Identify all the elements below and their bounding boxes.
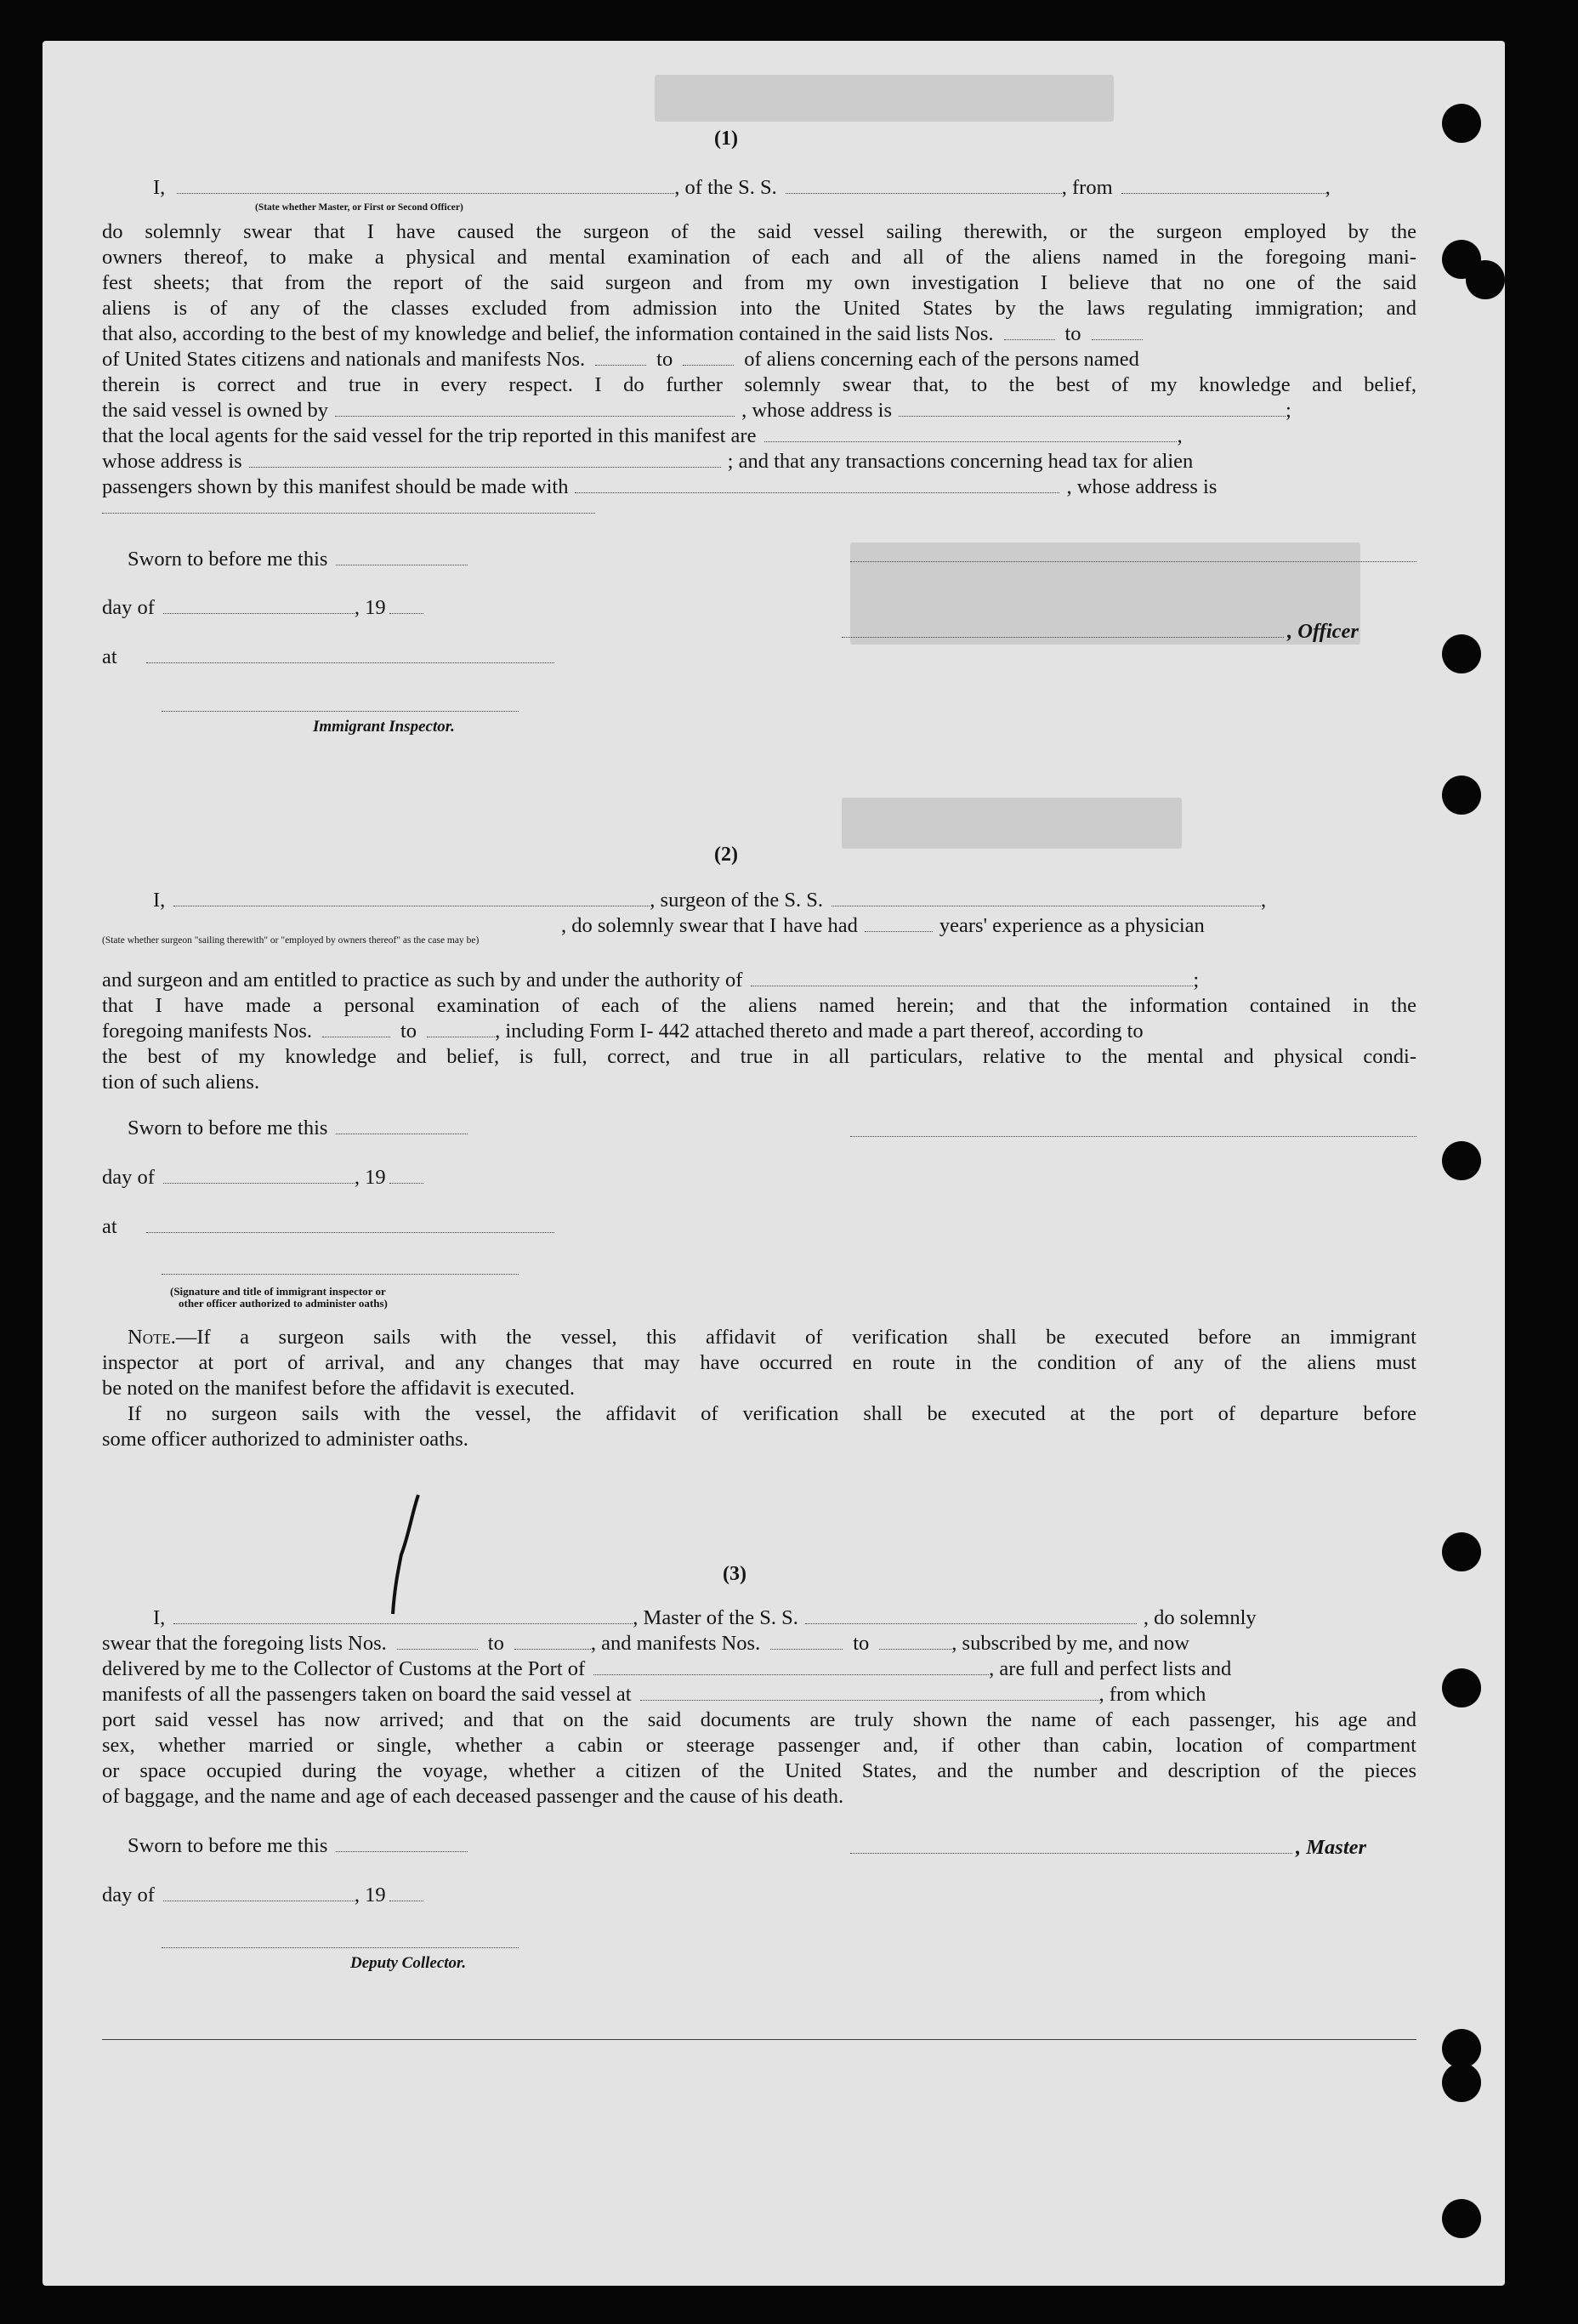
s1-manifests-line: of United States citizens and nationals and manifests Nos. to of aliens concerning each of the persons named bbox=[102, 348, 1139, 371]
s2-note-line: be noted on the manifest before the affidavit is executed. bbox=[102, 1377, 576, 1400]
s2-note-line: Note.—If a surgeon sails with the vessel, this affidavit of verification shall be executed before an immigrant bbox=[128, 1326, 1416, 1349]
s1-lists-line: that also, according to the best of my knowledge and belief, the information contained in the said lists Nos. to bbox=[102, 321, 1143, 347]
punch-hole bbox=[1442, 1141, 1481, 1180]
s3-master-line: , Master bbox=[850, 1835, 1366, 1861]
s2-day-line: day of , 19 bbox=[102, 1165, 423, 1190]
section-2-heading: (2) bbox=[714, 844, 738, 866]
punch-hole bbox=[1442, 634, 1481, 673]
s1-sworn-line: Sworn to before me this bbox=[128, 547, 468, 572]
s1-officer-line: , Officer bbox=[842, 619, 1359, 645]
s1-owner-line: the said vessel is owned by , whose address is ; bbox=[102, 399, 1291, 422]
s1-text-line: fest sheets; that from the report of the said surgeon and from my own investigation I believe that no one of the said bbox=[102, 271, 1416, 294]
s3-text-line: sex, whether married or single, whether a cabin or steerage passenger and, if other than cabin, location of compartment bbox=[102, 1734, 1416, 1757]
s2-text-line: the best of my knowledge and belief, is full, correct, and true in all particulars, relative to the mental and physical condi- bbox=[102, 1045, 1416, 1068]
section-1-heading: (1) bbox=[714, 128, 738, 150]
s2-note-line: If no surgeon sails with the vessel, the affidavit of verification shall be executed at the port of departure before bbox=[128, 1402, 1416, 1425]
punch-hole bbox=[1442, 2199, 1481, 2238]
s3-board-line: manifests of all the passengers taken on board the said vessel at , from which bbox=[102, 1683, 1206, 1706]
punch-hole bbox=[1442, 776, 1481, 815]
s2-surgeon-caption: (State whether surgeon "sailing therewith" or "employed by owners thereof" as the case may be) bbox=[102, 935, 480, 946]
s2-oath-line: I, , surgeon of the S. S. , bbox=[153, 889, 1267, 912]
s2-sworn-line: Sworn to before me this bbox=[128, 1116, 468, 1141]
s3-collector-rule bbox=[162, 1947, 519, 1948]
s3-lists-line: swear that the foregoing lists Nos. to , and manifests Nos. to , subscribed by me, and now bbox=[102, 1632, 1189, 1655]
punch-hole bbox=[1442, 104, 1481, 143]
s3-port-line: delivered by me to the Collector of Customs at the Port of , are full and perfect lists and bbox=[102, 1657, 1232, 1680]
s2-manifests-line: foregoing manifests Nos. to , including Form I- 442 attached thereto and made a part thereof, according to bbox=[102, 1020, 1144, 1043]
s1-oath-line: I, , of the S. S. , from , bbox=[153, 176, 1331, 199]
punch-hole bbox=[1466, 260, 1505, 299]
s1-inspector-rule bbox=[162, 711, 519, 712]
s3-oath-line: I, , Master of the S. S. , do solemnly bbox=[153, 1606, 1257, 1629]
s3-day-line: day of , 19 bbox=[102, 1883, 423, 1908]
s3-text-line: of baggage, and the name and age of each deceased passenger and the cause of his death. bbox=[102, 1785, 844, 1808]
s1-inspector-caption: Immigrant Inspector. bbox=[313, 718, 455, 736]
bleed-through-mark bbox=[655, 75, 1114, 122]
s2-inspector-rule bbox=[162, 1274, 519, 1275]
s2-note-line: inspector at port of arrival, and any changes that may have occurred en route in the condition of any of the aliens must bbox=[102, 1351, 1416, 1374]
ink-stroke bbox=[366, 1486, 434, 1622]
s1-day-line: day of , 19 bbox=[102, 595, 423, 621]
s2-surgeon-sig-rule bbox=[850, 1136, 1416, 1137]
punch-hole bbox=[1442, 2063, 1481, 2102]
s2-text-line: tion of such aliens. bbox=[102, 1071, 260, 1094]
s1-officer-caption: (State whether Master, or First or Second Officer) bbox=[255, 202, 463, 213]
s1-agents-line: that the local agents for the said vessel for the trip reported in this manifest are , bbox=[102, 424, 1183, 447]
s2-at-line: at bbox=[102, 1214, 554, 1240]
s2-note-line: some officer authorized to administer oaths. bbox=[102, 1428, 468, 1451]
s2-text-line: that I have made a personal examination of each of the aliens named herein; and that the information contained in the bbox=[102, 994, 1416, 1017]
s3-text-line: or space occupied during the voyage, whether a citizen of the United States, and the number and description of the pieces bbox=[102, 1759, 1416, 1782]
s3-text-line: port said vessel has now arrived; and that on the said documents are truly shown the name of each passenger, his age and bbox=[102, 1708, 1416, 1731]
s3-collector-caption: Deputy Collector. bbox=[350, 1954, 467, 1972]
bleed-through-mark bbox=[842, 798, 1182, 849]
s2-signature-caption: other officer authorized to administer oaths) bbox=[179, 1297, 388, 1310]
s1-headtax-line: passengers shown by this manifest should be made with , whose address is bbox=[102, 475, 1218, 498]
s2-signature-caption: (Signature and title of immigrant inspector or bbox=[170, 1285, 386, 1298]
s1-address-rule bbox=[102, 513, 595, 514]
punch-hole bbox=[1442, 1668, 1481, 1707]
s1-sworn-sig-rule bbox=[850, 561, 1416, 562]
s1-address-line: whose address is ; and that any transactions concerning head tax for alien bbox=[102, 450, 1194, 473]
bottom-rule bbox=[102, 2039, 1416, 2040]
s1-text-line: do solemnly swear that I have caused the surgeon of the said vessel sailing therewith, or the surgeon employed by the bbox=[102, 220, 1416, 243]
s2-authority-line: and surgeon and am entitled to practice as such by and under the authority of ; bbox=[102, 969, 1200, 992]
section-3-heading: (3) bbox=[723, 1563, 746, 1585]
s1-text-line: therein is correct and true in every respect. I do further solemnly swear that, to the best of my knowledge and belief, bbox=[102, 373, 1416, 396]
manifest-verification-page bbox=[43, 41, 1505, 2286]
s1-text-line: aliens is of any of the classes excluded from admission into the United States by the laws regulating immigration; and bbox=[102, 297, 1416, 320]
s1-at-line: at bbox=[102, 645, 554, 670]
s2-experience-line: , do solemnly swear that I have had years' experience as a physician bbox=[561, 914, 1205, 937]
punch-hole bbox=[1442, 1532, 1481, 1571]
s1-text-line: owners thereof, to make a physical and mental examination of each and all of the aliens named in the foregoing mani- bbox=[102, 246, 1416, 269]
s3-sworn-line: Sworn to before me this bbox=[128, 1833, 468, 1859]
